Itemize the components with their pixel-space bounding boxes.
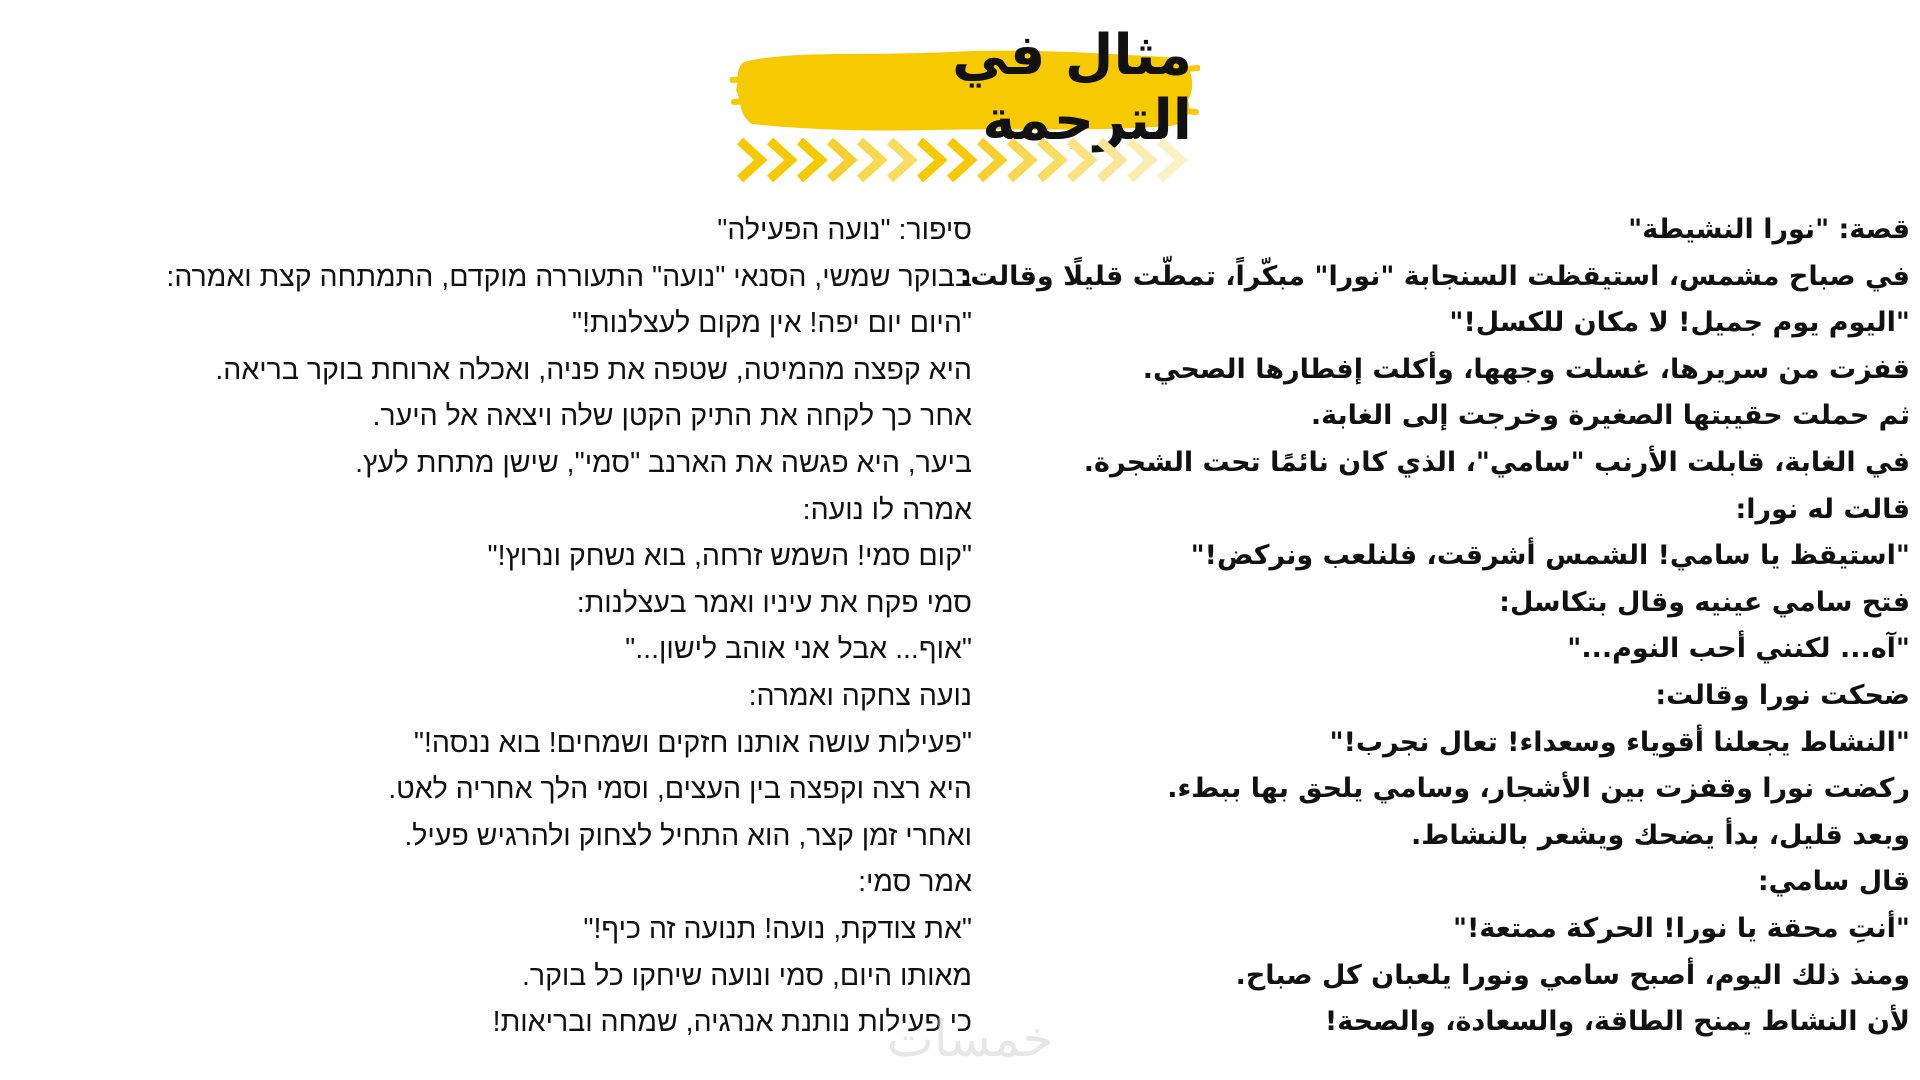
- hebrew-story-line: אחר כך לקחה את התיק הקטן שלה ויצאה אל היער.: [372, 400, 972, 433]
- arabic-story-line: قفزت من سريرها، غسلت وجهها، وأكلت إفطارها الصحي.: [1142, 353, 1910, 385]
- arabic-story-line: قال سامي:: [1757, 866, 1910, 898]
- arabic-story-line: في الغابة، قابلت الأرنب "سامي"، الذي كان نائمًا تحت الشجرة.: [1083, 446, 1910, 478]
- arabic-story-line: ومنذ ذلك اليوم، أصبح سامي ونورا يلعبان كل صباح.: [1235, 959, 1910, 991]
- hebrew-story-line: "היום יום יפה! אין מקום לעצלנות!": [571, 307, 972, 340]
- arabic-story-line: وبعد قليل، بدأ يضحك ويشعر بالنشاط.: [1411, 819, 1910, 851]
- hebrew-story-line: "קום סמי! השמש זרחה, בוא נשחק ונרוץ!": [487, 540, 972, 573]
- hebrew-story-line: כי פעילות נותנת אנרגיה, שמחה ובריאות!: [492, 1006, 972, 1039]
- watermark-logo: خمسات: [886, 1010, 1054, 1068]
- arabic-story-title: قصة: "نورا النشيطة": [1628, 214, 1910, 245]
- arabic-story-line: "اليوم يوم جميل! لا مكان للكسل!": [1449, 307, 1910, 339]
- hebrew-story-title: סיפור: "נועה הפעילה": [717, 214, 972, 246]
- hebrew-story-line: היא רצה וקפצה בין העצים, וסמי הלך אחריה לאט.: [388, 773, 972, 806]
- page-title: مثال في الترجمة: [952, 23, 1192, 153]
- hebrew-story-line: ביער, היא פגשה את הארנב "סמי", שישן מתחת לעץ.: [355, 446, 972, 479]
- hebrew-story-line: "פעילות עושה אותנו חזקים ושמחים! בוא ננסה!": [413, 726, 972, 759]
- arabic-story-line: "استيقظ يا سامي! الشمس أشرقت، فلنلعب ونركض!": [1190, 540, 1910, 572]
- arabic-story-line: "النشاط يجعلنا أقوياء وسعداء! تعال نجرب!": [1329, 726, 1910, 758]
- arabic-story-line: ركضت نورا وقفزت بين الأشجار، وسامي يلحق بها ببطء.: [1167, 773, 1910, 805]
- arabic-story-column: [950, 207, 1910, 1046]
- arabic-story-line: ثم حملت حقيبتها الصغيرة وخرجت إلى الغابة.: [1310, 400, 1910, 432]
- arabic-story-line: في صباح مشمس، استيقظت السنجابة "نورا" مبكّراً، تمطّت قليلًا وقالت:: [959, 260, 1910, 292]
- hebrew-story-line: מאותו היום, סמי ונועה שיחקו כל בוקר.: [521, 959, 972, 992]
- hebrew-story-line: אמר סמי:: [858, 866, 972, 899]
- arabic-story-line: قالت له نورا:: [1735, 493, 1910, 525]
- hebrew-story-line: ואחרי זמן קצר, הוא התחיל לצחוק ולהרגיש פעיל.: [404, 819, 972, 852]
- arabic-story-line: ضحكت نورا وقالت:: [1655, 679, 1910, 711]
- hebrew-story-line: היא קפצה מהמיטה, שטפה את פניה, ואכלה ארוחת בוקר בריאה.: [215, 353, 972, 386]
- arabic-story-line: "آه... لكنني أحب النوم...": [1567, 633, 1910, 665]
- hebrew-story-line: נועה צחקה ואמרה:: [748, 679, 972, 712]
- arabic-story-line: فتح سامي عينيه وقال بتكاسل:: [1499, 586, 1910, 618]
- hebrew-story-line: "את צודקת, נועה! תנועה זה כיף!": [583, 912, 972, 945]
- hebrew-story-line: סמי פקח את עיניו ואמר בעצלנות:: [576, 586, 972, 619]
- hebrew-story-line: "אוף... אבל אני אוהב לישון...": [625, 633, 972, 666]
- hebrew-story-line: אמרה לו נועה:: [802, 493, 972, 526]
- arabic-story-line: لأن النشاط يمنح الطاقة، والسعادة، والصحة!: [1324, 1006, 1910, 1038]
- hebrew-story-line: בבוקר שמשי, הסנאי "נועה" התעוררה מוקדם, התמתחה קצת ואמרה:: [166, 260, 972, 293]
- chevron-arrows-icon: [735, 135, 1195, 185]
- arabic-story-line: "أنتِ محقة يا نورا! الحركة ممتعة!": [1452, 912, 1910, 944]
- hebrew-story-column: [12, 207, 972, 1046]
